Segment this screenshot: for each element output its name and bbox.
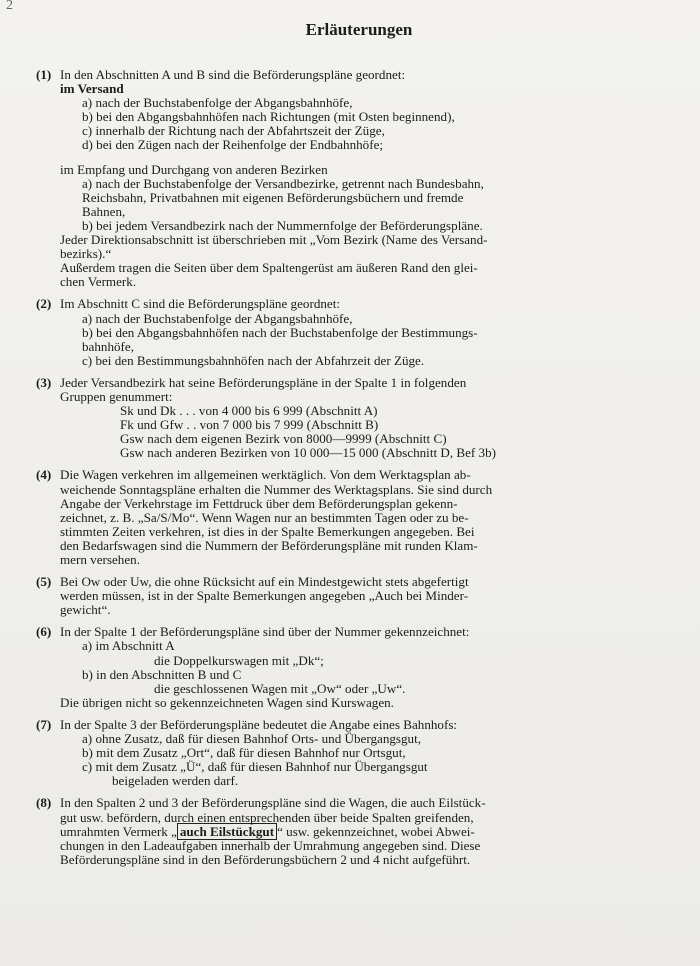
text-fragment: umrahmten Vermerk „ bbox=[60, 823, 177, 839]
section-number: (5) bbox=[36, 574, 52, 590]
list-item: c) innerhalb der Richtung nach der Abfahrtszeit der Züge, bbox=[82, 123, 385, 139]
section-number: (8) bbox=[36, 795, 52, 811]
list-item-detail: die Doppelkurswagen mit „Dk“; bbox=[154, 652, 324, 668]
text-line: Außerdem tragen die Seiten über dem Spaltengerüst am äußeren Rand den glei- bbox=[60, 260, 478, 276]
text-line: Die übrigen nicht so gekennzeichneten Wagen sind Kurswagen. bbox=[60, 694, 394, 710]
text-line: Im Abschnitt C sind die Beförderungspläne geordnet: bbox=[60, 296, 341, 312]
page-title: Erläuterungen bbox=[305, 20, 413, 39]
list-item: a) im Abschnitt A bbox=[82, 638, 175, 654]
text-line: Die Wagen verkehren im allgemeinen werktäglich. Von dem Werktagsplan ab- bbox=[60, 467, 471, 483]
text-line: Bei Ow oder Uw, die ohne Rücksicht auf ein Mindestgewicht stets abgefertigt bbox=[60, 574, 469, 590]
subheading: im Versand bbox=[60, 81, 124, 97]
section-2 bbox=[36, 297, 682, 367]
section-3 bbox=[36, 376, 682, 461]
text-line: Angabe der Verkehrstage im Fettdruck über dem Beförderungsplan gekenn- bbox=[60, 495, 458, 511]
text-line: In der Spalte 1 der Beförderungspläne sind über der Nummer gekennzeichnet: bbox=[60, 624, 470, 640]
section-8 bbox=[36, 796, 682, 866]
group-range: Gsw nach dem eigenen Bezirk von 8000—9999 (Abschnitt C) bbox=[120, 431, 447, 447]
list-item: b) bei den Abgangsbahnhöfen nach der Buchstabenfolge der Bestimmungs- bbox=[82, 324, 478, 340]
text-line: gut usw. befördern, durch einen entsprechenden über beide Spalten greifenden, bbox=[60, 809, 474, 825]
text-line bbox=[60, 825, 682, 839]
boxed-note: auch Eilstückgut bbox=[177, 823, 277, 840]
section-6 bbox=[36, 625, 682, 710]
text-line: mern versehen. bbox=[60, 552, 140, 567]
list-item: b) in den Abschnitten B und C bbox=[82, 666, 242, 682]
list-item-continuation: bahnhöfe, bbox=[82, 338, 134, 354]
text-line: In den Spalten 2 und 3 der Beförderungspläne sind die Wagen, die auch Eilstück- bbox=[60, 795, 486, 811]
group-range: Fk und Gfw . . von 7 000 bis 7 999 (Abschnitt B) bbox=[120, 417, 379, 433]
section-7 bbox=[36, 718, 682, 788]
list-item: b) mit dem Zusatz „Ort“, daß für diesen Bahnhof nur Ortsgut, bbox=[82, 745, 406, 761]
text-line: weichende Sonntagspläne erhalten die Nummer des Werktagsplans. Sie sind durch bbox=[60, 481, 493, 497]
section-number: (1) bbox=[36, 67, 52, 82]
list-item: b) bei den Abgangsbahnhöfen nach Richtungen (mit Osten beginnend), bbox=[82, 109, 455, 125]
text-line: chen Vermerk. bbox=[60, 274, 137, 290]
list-item: b) bei jedem Versandbezirk nach der Nummernfolge der Beförderungspläne. bbox=[82, 217, 483, 233]
section-1 bbox=[36, 68, 682, 289]
list-item-continuation: beigeladen werden darf. bbox=[112, 773, 239, 789]
list-item: a) nach der Buchstabenfolge der Versandbezirke, getrennt nach Bundesbahn, bbox=[82, 175, 484, 191]
list-item: a) nach der Buchstabenfolge der Abgangsbahnhöfe, bbox=[82, 310, 353, 326]
group-range: Sk und Dk . . . von 4 000 bis 6 999 (Abschnitt A) bbox=[120, 403, 378, 419]
text-fragment: “ usw. gekennzeichnet, wobei Abwei- bbox=[277, 823, 475, 839]
list-item: c) mit dem Zusatz „Ü“, daß für diesen Bahnhof nur Übergangsgut bbox=[82, 759, 428, 775]
text-line: Jeder Direktionsabschnitt ist überschrieben mit „Vom Bezirk (Name des Versand- bbox=[60, 232, 488, 248]
section-4 bbox=[36, 468, 682, 567]
section-number: (6) bbox=[36, 624, 52, 640]
text-line: bezirks).“ bbox=[60, 246, 112, 262]
group-range: Gsw nach anderen Bezirken von 10 000—15 000 (Abschnitt D, Bef 3b) bbox=[120, 445, 496, 461]
page-number: 2 bbox=[6, 0, 13, 13]
list-item: a) nach der Buchstabenfolge der Abgangsbahnhöfe, bbox=[82, 95, 353, 111]
list-item: c) bei den Bestimmungsbahnhöfen nach der Abfahrzeit der Züge. bbox=[82, 352, 425, 368]
list-item: a) ohne Zusatz, daß für diesen Bahnhof Orts- und Übergangsgut, bbox=[82, 731, 422, 747]
section-number: (3) bbox=[36, 374, 52, 390]
text-line: In den Abschnitten A und B sind die Beförderungspläne geordnet: bbox=[60, 67, 406, 82]
section-number: (7) bbox=[36, 716, 52, 732]
text-line: den Bedarfswagen sind die Nummern der Beförderungspläne mit runden Klam- bbox=[60, 537, 478, 553]
text-line: chungen in den Ladeaufgaben innerhalb der Umrahmung angegeben sind. Diese bbox=[60, 837, 481, 853]
section-number: (4) bbox=[36, 467, 52, 483]
text-line: Gruppen genummert: bbox=[60, 388, 173, 404]
list-item-continuation: Reichsbahn, Privatbahnen mit eigenen Beförderungsbüchern und fremde bbox=[82, 189, 464, 205]
text-line: Jeder Versandbezirk hat seine Beförderungspläne in der Spalte 1 in folgenden bbox=[60, 374, 467, 390]
text-line: werden müssen, ist in der Spalte Bemerkungen angegeben „Auch bei Minder- bbox=[60, 588, 469, 604]
text-line: stimmten Zeiten verkehren, ist dies in der Spalte Bemerkungen angegeben. Bei bbox=[60, 523, 475, 539]
text-line: In der Spalte 3 der Beförderungspläne bedeutet die Angabe eines Bahnhofs: bbox=[60, 716, 458, 732]
section-5 bbox=[36, 575, 682, 617]
text-line: zeichnet, z. B. „Sa/S/Mo“. Wenn Wagen nur an bestimmten Tagen oder zu be- bbox=[60, 509, 469, 525]
list-item-continuation: Bahnen, bbox=[82, 203, 126, 219]
text-line: Beförderungspläne sind in den Beförderungsbüchern 2 und 4 nicht aufgeführt. bbox=[60, 851, 471, 867]
list-item-detail: die geschlossenen Wagen mit „Ow“ oder „Uw“. bbox=[154, 680, 406, 696]
section-number: (2) bbox=[36, 296, 52, 312]
subheading: im Empfang und Durchgang von anderen Bezirken bbox=[60, 161, 328, 177]
text-line: gewicht“. bbox=[60, 602, 111, 618]
list-item: d) bei den Zügen nach der Reihenfolge der Endbahnhöfe; bbox=[82, 137, 384, 153]
